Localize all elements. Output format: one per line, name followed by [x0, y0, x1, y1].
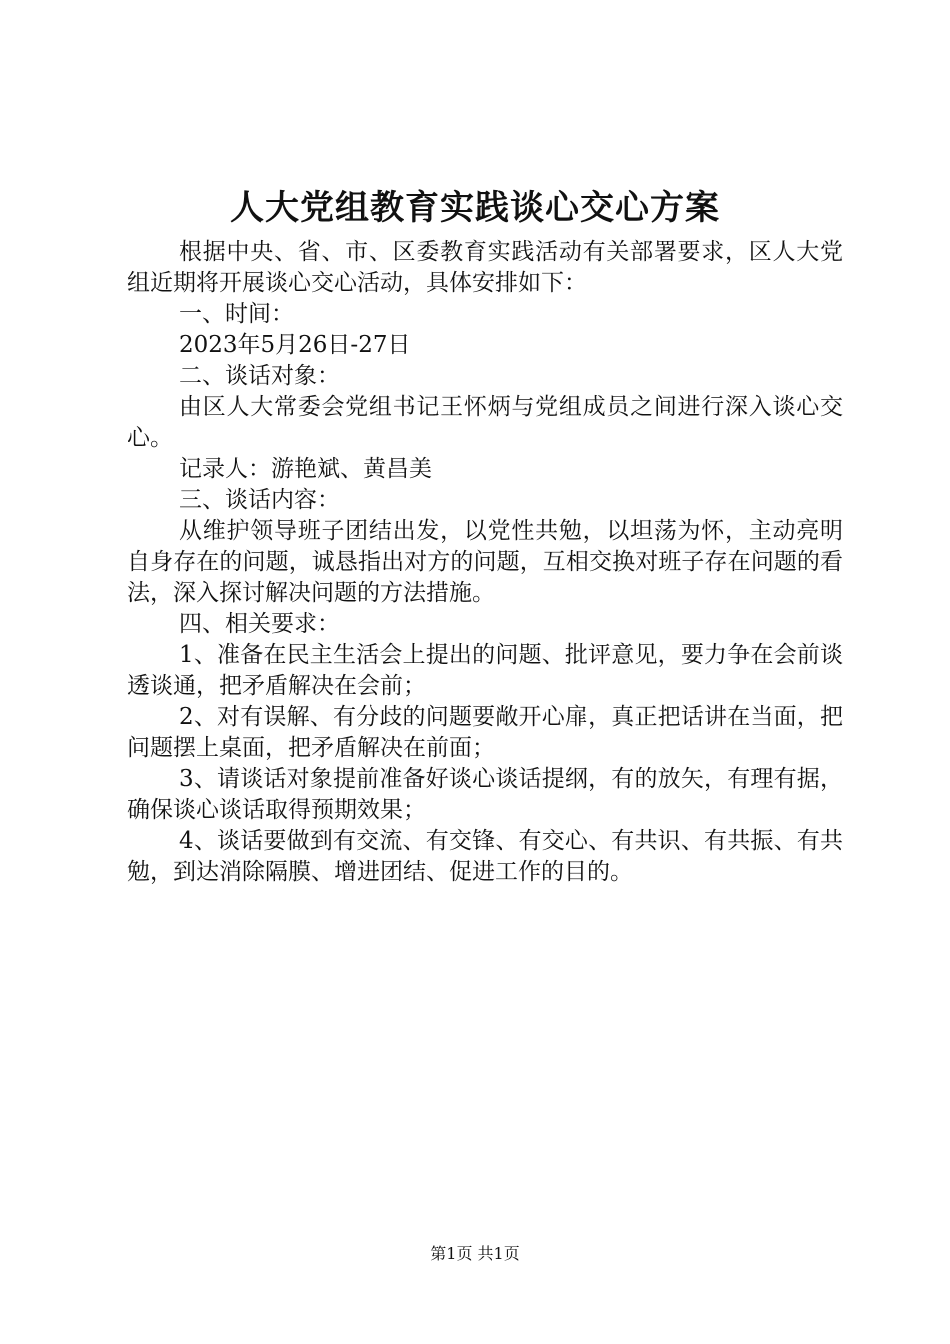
heading-participants: 二、谈话对象： — [179, 363, 340, 389]
heading-requirements: 四、相关要求： — [179, 611, 340, 637]
paragraph-date: 2023年5月26日-27日 — [179, 332, 411, 358]
page-footer: 第1页 共1页 — [430, 1244, 520, 1263]
paragraph-participants: 由区人大常委会党组书记王怀炳与党组成员之间进行深入谈心交心。 — [127, 394, 843, 451]
paragraph-intro: 根据中央、省、市、区委教育实践活动有关部署要求，区人大党组近期将开展谈心交心活动，具体安排如下： — [127, 239, 843, 296]
heading-time: 一、时间： — [179, 301, 294, 327]
document-title: 人大党组教育实践谈心交心方案 — [230, 188, 720, 228]
document-body — [127, 237, 843, 888]
paragraph-recorders: 记录人：游艳斌、黄昌美 — [179, 456, 432, 482]
requirement-item-4: 4、谈话要做到有交流、有交锋、有交心、有共识、有共振、有共勉，到达消除隔膜、增进团结、促进工作的目的。 — [127, 828, 843, 885]
requirement-item-3: 3、请谈话对象提前准备好谈心谈话提纲，有的放矢，有理有据，确保谈心谈话取得预期效果； — [127, 766, 843, 823]
paragraph-content: 从维护领导班子团结出发，以党性共勉，以坦荡为怀，主动亮明自身存在的问题，诚恳指出对方的问题，互相交换对班子存在问题的看法，深入探讨解决问题的方法措施。 — [127, 518, 843, 606]
requirement-item-1: 1、准备在民主生活会上提出的问题、批评意见，要力争在会前谈透谈通，把矛盾解决在会前； — [127, 642, 843, 699]
heading-content: 三、谈话内容： — [179, 487, 340, 513]
requirement-item-2: 2、对有误解、有分歧的问题要敞开心扉，真正把话讲在当面，把问题摆上桌面，把矛盾解决在前面； — [127, 704, 843, 761]
